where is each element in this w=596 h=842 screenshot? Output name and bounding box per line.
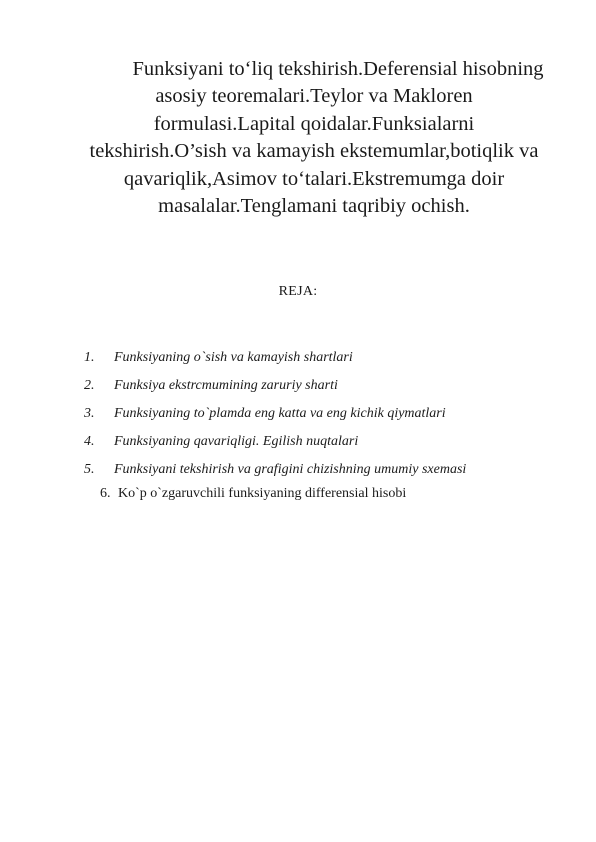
plan-item-number: 3.	[84, 406, 95, 421]
plan-item-number: 2.	[84, 378, 95, 393]
plan-item-number: 1.	[84, 350, 95, 365]
plan-item-text: Funksiyaning qavariqligi. Egilish nuqtalari	[114, 434, 359, 449]
document-title	[84, 56, 544, 220]
document-title-text: Funksiyani to‘liq tekshirish.Deferensial hisobning asosiy teoremalari.Teylor va Makloren formulasi.Lapital qoidalar.Funksialarni tekshirish.O’sish va kamayish ekstemumlar,botiqlik va qavariqlik,Asimov to‘talari.Ekstremumga doir masalalar.Tenglamani taqribiy ochish.	[89, 58, 544, 218]
plan-item-text: Funksiyani tekshirish va grafigini chizishning umumiy sxemasi	[114, 462, 467, 477]
plan-item-number: 5.	[84, 462, 95, 477]
plan-item-6	[84, 484, 466, 504]
plan-list	[84, 344, 466, 504]
plan-item-text: Funksiyaning to`plamda eng katta va eng kichik qiymatlari	[114, 406, 446, 421]
plan-item-text: Funksiyaning o`sish va kamayish shartlari	[114, 350, 353, 365]
plan-item-2	[84, 372, 466, 400]
plan-item-number: 4.	[84, 434, 95, 449]
plan-item-3	[84, 400, 466, 428]
plan-item-number: 6.	[100, 486, 111, 501]
plan-item-1	[84, 344, 466, 372]
plan-item-text: Ko`p o`zgaruvchili funksiyaning differensial hisobi	[118, 486, 407, 501]
plan-item-text: Funksiya ekstrcmumining zaruriy sharti	[114, 378, 338, 393]
plan-item-4	[84, 428, 466, 456]
plan-heading: REJA:	[278, 284, 318, 299]
plan-item-5	[84, 456, 466, 484]
